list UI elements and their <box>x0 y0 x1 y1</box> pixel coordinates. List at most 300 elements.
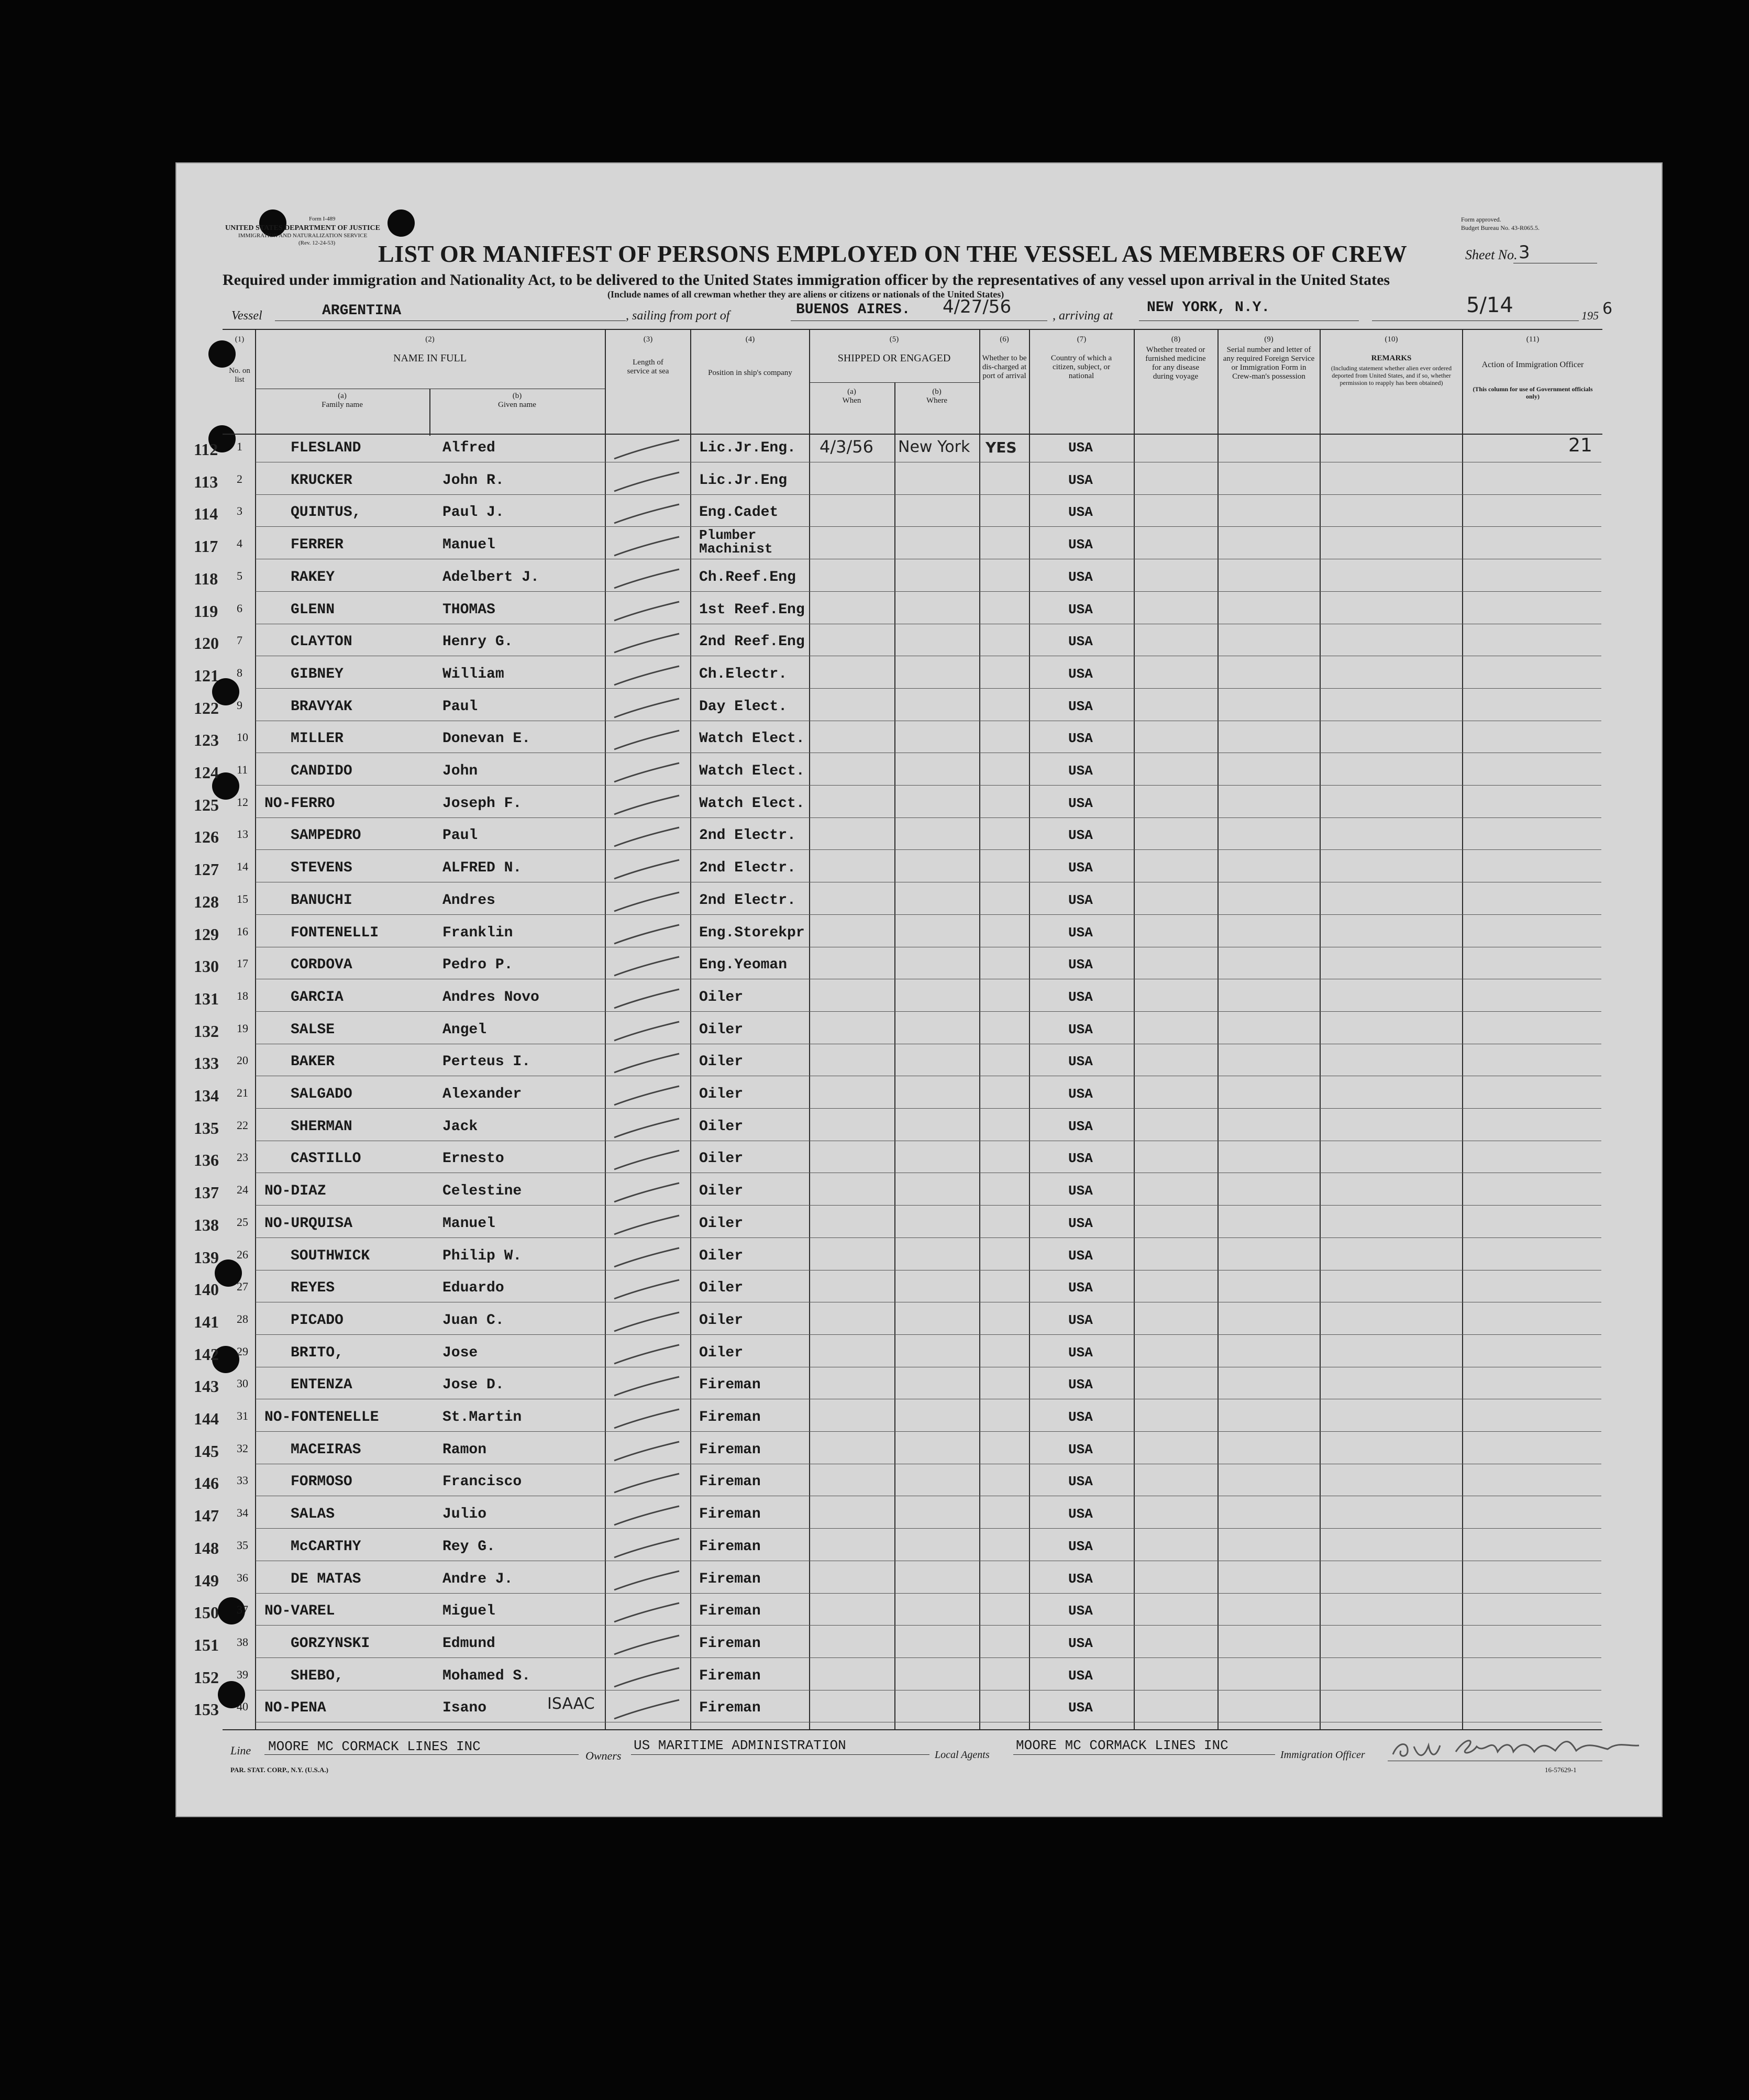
col2a-header: (a) Family name <box>322 392 363 409</box>
list-number: 34 <box>237 1506 248 1519</box>
family-name: SHERMAN <box>291 1119 352 1135</box>
service-check-mark <box>610 1471 683 1497</box>
given-name: St.Martin <box>442 1409 522 1425</box>
given-name-note: ISAAC <box>547 1695 595 1713</box>
line-label: Line <box>230 1744 251 1757</box>
stamp-number: 146 <box>194 1474 219 1493</box>
col11-note: (This column for use of Government officials only) <box>1473 385 1593 400</box>
service-check-mark <box>610 1180 683 1206</box>
col7-num: (7) <box>1077 335 1087 344</box>
col3-header: Length of service at sea <box>627 358 669 375</box>
list-number: 18 <box>237 989 248 1002</box>
position: Plumber Machinist <box>699 527 773 557</box>
list-number: 16 <box>237 925 248 938</box>
given-name: Ernesto <box>442 1151 504 1167</box>
position: Eng.Yeoman <box>699 957 788 973</box>
sailing-label: , sailing from port of <box>626 309 730 323</box>
list-number: 30 <box>237 1377 248 1390</box>
service-check-mark <box>610 1115 683 1142</box>
family-name: REYES <box>291 1280 335 1296</box>
page-title: LIST OR MANIFEST OF PERSONS EMPLOYED ON THE VESSEL AS MEMBERS OF CREW <box>378 240 1408 267</box>
vessel-name: ARGENTINA <box>322 303 402 319</box>
owners-label: Owners <box>585 1749 622 1762</box>
service-check-mark <box>610 599 683 625</box>
given-name: Henry G. <box>442 634 513 650</box>
stamp-number: 119 <box>194 602 218 621</box>
country: USA <box>1068 1280 1093 1296</box>
position: Fireman <box>699 1377 761 1393</box>
col11-num: (11) <box>1526 335 1540 344</box>
stamp-number: 114 <box>194 504 218 523</box>
stamp-number: 129 <box>194 925 219 944</box>
given-name: Isano <box>442 1700 487 1716</box>
position: Ch.Reef.Eng <box>699 569 796 585</box>
country: USA <box>1068 537 1093 552</box>
country: USA <box>1068 472 1093 488</box>
position: Fireman <box>699 1506 761 1522</box>
service-check-mark <box>610 1535 683 1562</box>
service-check-mark <box>610 1697 683 1723</box>
col6-num: (6) <box>1000 335 1009 344</box>
position: Watch Elect. <box>699 731 805 747</box>
country: USA <box>1068 699 1093 714</box>
given-name: Paul <box>442 827 478 844</box>
position: Watch Elect. <box>699 763 805 779</box>
col5-header: SHIPPED OR ENGAGED <box>837 352 951 364</box>
row-line <box>256 817 1601 818</box>
country: USA <box>1068 731 1093 746</box>
arrival-date: 5/14 <box>1466 293 1513 317</box>
stamp-number: 128 <box>194 892 219 911</box>
service-check-mark <box>610 1568 683 1594</box>
service-check-mark <box>610 469 683 495</box>
position: Oiler <box>699 1215 744 1232</box>
service-check-mark <box>610 1665 683 1691</box>
year-prefix: 195 <box>1581 309 1599 322</box>
row-line <box>256 526 1601 527</box>
row-line <box>256 1528 1601 1529</box>
col4-header: Position in ship's company <box>708 369 792 377</box>
stamp-number: 144 <box>194 1409 219 1428</box>
position: Oiler <box>699 989 744 1005</box>
given-name: John R. <box>442 472 504 489</box>
family-name: SALGADO <box>291 1086 352 1102</box>
country: USA <box>1068 1603 1093 1619</box>
family-name: CANDIDO <box>291 763 352 779</box>
position: Watch Elect. <box>699 795 805 812</box>
family-name: GIBNEY <box>291 666 344 682</box>
country: USA <box>1068 1668 1093 1684</box>
country: USA <box>1068 827 1093 843</box>
stamp-number: 136 <box>194 1151 219 1169</box>
given-name: Jose <box>442 1345 478 1361</box>
family-name: NO-VAREL <box>264 1603 335 1619</box>
given-name: Perteus I. <box>442 1054 531 1070</box>
list-number: 29 <box>237 1345 248 1358</box>
given-name: Manuel <box>442 1215 495 1232</box>
col4-num: (4) <box>745 335 755 344</box>
given-name: Philip W. <box>442 1248 522 1264</box>
stamp-number: 130 <box>194 957 219 976</box>
country: USA <box>1068 1635 1093 1651</box>
row-line <box>256 849 1601 850</box>
country: USA <box>1068 440 1093 456</box>
service-check-mark <box>610 986 683 1012</box>
col8-header: Whether treated or furnished medicine for any disease during voyage <box>1145 346 1206 381</box>
service-check-mark <box>610 857 683 883</box>
stamp-number: 112 <box>194 440 218 459</box>
service-check-mark <box>610 695 683 722</box>
printer-line: PAR. STAT. CORP., N.Y. (U.S.A.) <box>230 1766 328 1774</box>
service-check-mark <box>610 760 683 786</box>
country: USA <box>1068 1312 1093 1328</box>
given-name: John <box>442 763 478 779</box>
service-check-mark <box>610 1051 683 1077</box>
service-check-mark <box>610 1309 683 1335</box>
list-number: 33 <box>237 1474 248 1487</box>
line-value: MOORE MC CORMACK LINES INC <box>268 1739 481 1754</box>
stamp-number: 121 <box>194 666 219 685</box>
col1-header: No. on list <box>229 367 250 384</box>
family-name: NO-FERRO <box>264 795 335 812</box>
col10-header: REMARKS <box>1371 354 1412 362</box>
stamp-number: 131 <box>194 989 219 1008</box>
list-number: 32 <box>237 1442 248 1455</box>
service-check-mark <box>610 1503 683 1529</box>
stamp-number: 122 <box>194 699 219 717</box>
country: USA <box>1068 1215 1093 1231</box>
stamp-number: 153 <box>194 1700 219 1719</box>
service-check-mark <box>610 631 683 657</box>
service-check-mark <box>610 501 683 527</box>
given-name: Andres Novo <box>442 989 539 1005</box>
country: USA <box>1068 1151 1093 1166</box>
position: Oiler <box>699 1054 744 1070</box>
stamp-number: 124 <box>194 763 219 782</box>
country: USA <box>1068 1345 1093 1361</box>
position: 2nd Electr. <box>699 892 796 909</box>
country: USA <box>1068 925 1093 941</box>
service-check-mark <box>610 1147 683 1174</box>
family-name: KRUCKER <box>291 472 352 489</box>
family-name: FERRER <box>291 537 344 553</box>
given-name: Paul <box>442 699 478 715</box>
country: USA <box>1068 1119 1093 1134</box>
country: USA <box>1068 892 1093 908</box>
agency-line1: UNITED STATES DEPARTMENT OF JUSTICE <box>225 224 380 232</box>
position: Fireman <box>699 1700 761 1716</box>
shipped-when: 4/3/56 <box>820 437 873 457</box>
service-check-mark <box>610 792 683 819</box>
immigration-officer-signature <box>1388 1726 1660 1767</box>
given-name: William <box>442 666 504 682</box>
service-check-mark <box>610 534 683 560</box>
list-number: 6 <box>237 602 242 615</box>
list-number: 3 <box>237 504 242 517</box>
vessel-label: Vessel <box>231 309 262 323</box>
col11-header: Action of Immigration Officer <box>1481 360 1584 369</box>
given-name: Manuel <box>442 537 495 553</box>
family-name: BRITO, <box>291 1345 344 1361</box>
position: 2nd Reef.Eng <box>699 634 805 650</box>
form-revision: (Rev. 12-24-53) <box>298 240 336 246</box>
country: USA <box>1068 763 1093 779</box>
position: Lic.Jr.Eng <box>699 472 788 489</box>
stamp-number: 132 <box>194 1022 219 1041</box>
col1-num: (1) <box>235 335 245 344</box>
service-check-mark <box>610 1374 683 1400</box>
family-name: MACEIRAS <box>291 1442 361 1458</box>
given-name: Andre J. <box>442 1571 513 1587</box>
col7-header: Country of which a citizen, subject, or national <box>1050 354 1112 380</box>
position: 2nd Electr. <box>699 827 796 844</box>
given-name: Eduardo <box>442 1280 504 1296</box>
approval-line2: Budget Bureau No. 43-R065.5. <box>1461 224 1540 231</box>
given-name: Alfred <box>442 440 495 456</box>
stamp-number: 127 <box>194 860 219 879</box>
service-check-mark <box>610 889 683 915</box>
given-name: Celestine <box>442 1183 522 1199</box>
family-name: NO-URQUISA <box>264 1215 353 1232</box>
stamp-number: 140 <box>194 1280 219 1299</box>
list-number: 7 <box>237 634 242 647</box>
stamp-number: 120 <box>194 634 219 653</box>
position: Oiler <box>699 1022 744 1038</box>
country: USA <box>1068 1054 1093 1069</box>
family-name: FLESLAND <box>291 440 361 456</box>
row-line <box>256 1593 1601 1594</box>
stamp-number: 142 <box>194 1345 219 1364</box>
stamp-number: 148 <box>194 1539 219 1557</box>
arrival-port: NEW YORK, N.Y. <box>1147 300 1270 316</box>
service-check-mark <box>610 1439 683 1465</box>
agents-label: Local Agents <box>935 1749 990 1761</box>
given-name: Angel <box>442 1022 487 1038</box>
position: Oiler <box>699 1086 744 1102</box>
country: USA <box>1068 989 1093 1005</box>
col9-header: Serial number and letter of any required Foreign Service or Immigration Form in Crew-man's possession <box>1223 346 1315 381</box>
col5b-header: (b) Where <box>926 388 947 405</box>
given-name: Adelbert J. <box>442 569 539 585</box>
col9-num: (9) <box>1264 335 1274 344</box>
row-line <box>256 1011 1601 1012</box>
service-check-mark <box>610 824 683 850</box>
service-check-mark <box>610 437 683 463</box>
given-name: Francisco <box>442 1474 522 1490</box>
service-check-mark <box>610 1632 683 1659</box>
country: USA <box>1068 1539 1093 1554</box>
year-digit: 6 <box>1602 300 1613 318</box>
family-name: FORMOSO <box>291 1474 352 1490</box>
family-name: NO-DIAZ <box>264 1183 326 1199</box>
list-number: 15 <box>237 892 248 905</box>
service-check-mark <box>610 1245 683 1271</box>
family-name: RAKEY <box>291 569 335 585</box>
officer-label: Immigration Officer <box>1280 1749 1365 1761</box>
family-name: GLENN <box>291 602 335 618</box>
given-name: Rey G. <box>442 1539 495 1555</box>
sheet-number: 3 <box>1519 242 1530 263</box>
list-number: 8 <box>237 666 242 679</box>
family-name: CASTILLO <box>291 1151 361 1167</box>
country: USA <box>1068 1506 1093 1522</box>
position: Oiler <box>699 1280 744 1296</box>
service-check-mark <box>610 1342 683 1368</box>
given-name: Jack <box>442 1119 478 1135</box>
row-line <box>256 591 1601 592</box>
form-code: 16-57629-1 <box>1545 1766 1577 1774</box>
list-number: 36 <box>237 1571 248 1584</box>
sheet-label: Sheet No. <box>1465 247 1518 262</box>
position: Eng.Cadet <box>699 504 779 521</box>
given-name: Andres <box>442 892 495 909</box>
family-name: CLAYTON <box>291 634 352 650</box>
country: USA <box>1068 666 1093 682</box>
given-name: Paul J. <box>442 504 504 521</box>
family-name: DE MATAS <box>291 1571 361 1587</box>
discharged: YES <box>986 439 1017 456</box>
stamp-number: 149 <box>194 1571 219 1590</box>
arriving-label: , arriving at <box>1053 309 1113 323</box>
row-line <box>256 1237 1601 1238</box>
stamp-number: 135 <box>194 1119 219 1137</box>
service-check-mark <box>610 1083 683 1109</box>
position: Fireman <box>699 1571 761 1587</box>
list-number: 9 <box>237 699 242 712</box>
service-check-mark <box>610 954 683 980</box>
family-name: GORZYNSKI <box>291 1635 370 1652</box>
given-name: Pedro P. <box>442 957 513 973</box>
row-line <box>256 1431 1601 1432</box>
stamp-number: 123 <box>194 731 219 749</box>
service-check-mark <box>610 1212 683 1239</box>
position: Fireman <box>699 1603 761 1619</box>
family-name: BRAVYAK <box>291 699 352 715</box>
col5a-header: (a) When <box>842 388 861 405</box>
family-name: BANUCHI <box>291 892 352 909</box>
family-name: ENTENZA <box>291 1377 352 1393</box>
punch-hole <box>208 340 236 368</box>
country: USA <box>1068 1442 1093 1457</box>
stamp-number: 137 <box>194 1183 219 1202</box>
include-note: (Include names of all crewman whether they are aliens or citizens or nationals of the United States) <box>607 289 1004 300</box>
position: Day Elect. <box>699 699 788 715</box>
country: USA <box>1068 1248 1093 1264</box>
given-name: Alexander <box>442 1086 522 1102</box>
position: Fireman <box>699 1442 761 1458</box>
stamp-number: 152 <box>194 1668 219 1687</box>
family-name: SOUTHWICK <box>291 1248 370 1264</box>
family-name: GARCIA <box>291 989 344 1005</box>
list-number: 35 <box>237 1539 248 1552</box>
stamp-number: 143 <box>194 1377 219 1396</box>
position: Oiler <box>699 1312 744 1329</box>
stamp-number: 139 <box>194 1248 219 1267</box>
family-name: STEVENS <box>291 860 352 876</box>
row-line <box>256 1108 1601 1109</box>
subtitle: Required under immigration and Nationality Act, to be delivered to the United States immigration officer by the representatives of any vessel upon arrival in the United States <box>223 271 1390 289</box>
owners-value: US MARITIME ADMINISTRATION <box>634 1738 846 1753</box>
family-name: MILLER <box>291 731 344 747</box>
row-line <box>256 1657 1601 1658</box>
given-name: Franklin <box>442 925 513 941</box>
officer-action: 21 <box>1568 435 1592 456</box>
list-number: 39 <box>237 1668 248 1681</box>
country: USA <box>1068 1086 1093 1102</box>
list-number: 22 <box>237 1119 248 1132</box>
col5-num: (5) <box>889 335 899 344</box>
position: Ch.Electr. <box>699 666 788 682</box>
country: USA <box>1068 860 1093 876</box>
country: USA <box>1068 1377 1093 1392</box>
family-name: NO-FONTENELLE <box>264 1409 379 1425</box>
given-name: Edmund <box>442 1635 495 1652</box>
family-name: CORDOVA <box>291 957 352 973</box>
family-name: SAMPEDRO <box>291 827 361 844</box>
family-name: PICADO <box>291 1312 344 1329</box>
list-number: 21 <box>237 1086 248 1099</box>
position: Oiler <box>699 1183 744 1199</box>
stamp-number: 145 <box>194 1442 219 1461</box>
stamp-number: 133 <box>194 1054 219 1073</box>
family-name: SALAS <box>291 1506 335 1522</box>
position: Oiler <box>699 1345 744 1361</box>
given-name: Mohamed S. <box>442 1668 531 1684</box>
stamp-number: 125 <box>194 795 219 814</box>
list-number: 5 <box>237 569 242 582</box>
stamp-number: 150 <box>194 1603 219 1622</box>
position: Lic.Jr.Eng. <box>699 440 796 456</box>
country: USA <box>1068 1183 1093 1199</box>
country: USA <box>1068 504 1093 520</box>
stamp-number: 147 <box>194 1506 219 1525</box>
list-number: 11 <box>237 763 248 776</box>
country: USA <box>1068 1409 1093 1425</box>
given-name: Miguel <box>442 1603 495 1619</box>
stamp-number: 117 <box>194 537 218 556</box>
col6-header: Whether to be dis-charged at port of arrival <box>982 354 1027 380</box>
family-name: FONTENELLI <box>291 925 379 941</box>
row-line <box>256 785 1601 786</box>
list-number: 20 <box>237 1054 248 1067</box>
country: USA <box>1068 1022 1093 1037</box>
list-number: 14 <box>237 860 248 873</box>
list-number: 13 <box>237 827 248 841</box>
family-name: BAKER <box>291 1054 335 1070</box>
position: Oiler <box>699 1248 744 1264</box>
stamp-number: 134 <box>194 1086 219 1105</box>
country: USA <box>1068 795 1093 811</box>
list-number: 17 <box>237 957 248 970</box>
approval-line1: Form approved. <box>1461 216 1501 223</box>
row-line <box>256 1625 1601 1626</box>
stamp-number: 118 <box>194 569 218 588</box>
sailing-date: 4/27/56 <box>943 296 1012 317</box>
service-check-mark <box>610 1600 683 1626</box>
list-number: 25 <box>237 1215 248 1229</box>
given-name: Joseph F. <box>442 795 522 812</box>
list-number: 40 <box>237 1700 248 1713</box>
country: USA <box>1068 1700 1093 1716</box>
given-name: Juan C. <box>442 1312 504 1329</box>
col10-note: (Including statement whether alien ever ordered deported from United States, and if so, whether permission to reapply has been obtained) <box>1331 364 1452 386</box>
position: 1st Reef.Eng <box>699 602 805 618</box>
row-line <box>256 688 1601 689</box>
row-line <box>256 914 1601 915</box>
country: USA <box>1068 1474 1093 1489</box>
stamp-number: 151 <box>194 1635 219 1654</box>
country: USA <box>1068 957 1093 972</box>
